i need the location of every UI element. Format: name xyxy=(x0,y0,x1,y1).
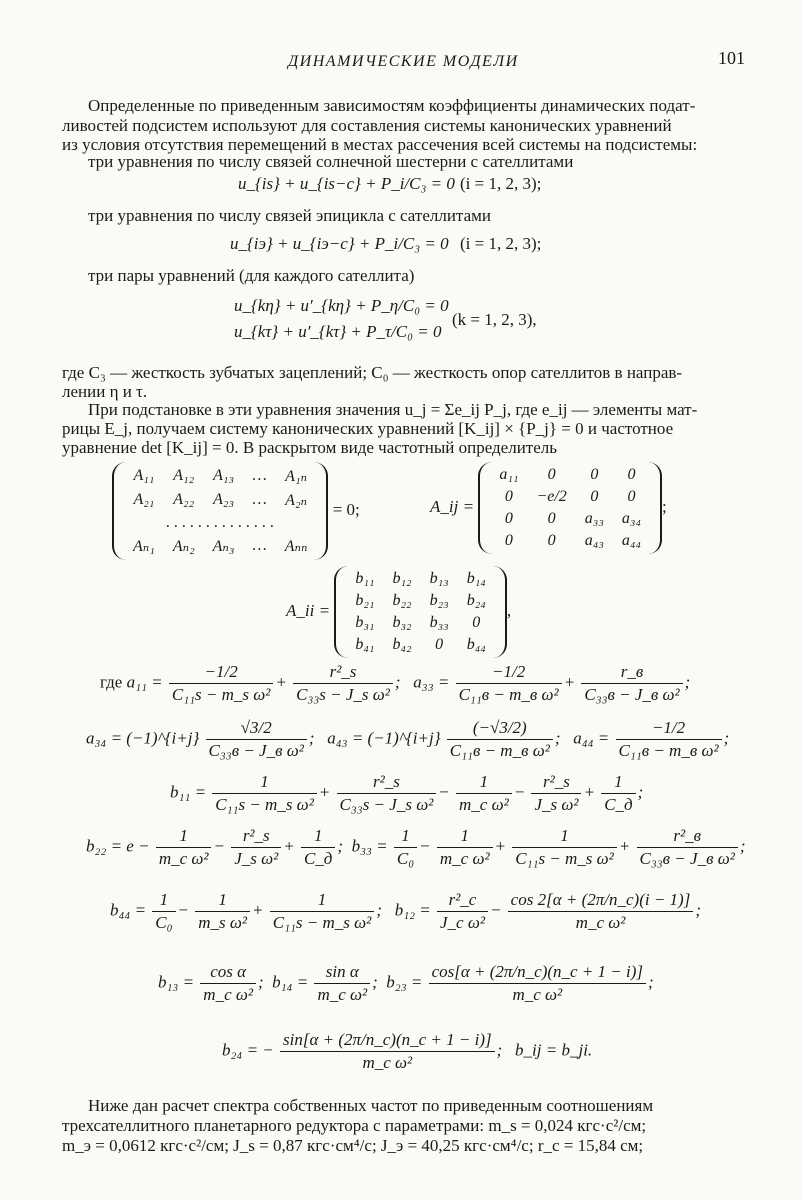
matrix-cell: b₃₁ xyxy=(355,614,375,631)
denominator: C₀ xyxy=(396,849,415,868)
formula-label: b₂₄ = − xyxy=(222,1040,274,1060)
formula-b24: b₂₄ = − $\frac{\sin[\alpha + (2\pi/n\_c)(n\_c + 1 - i)]}{\text{m\_c ω²}}$ ; b_ij = b_ji. xyxy=(222,1030,593,1072)
matrix-cell: 0 xyxy=(472,614,481,631)
numerator: −1/2 xyxy=(616,718,722,740)
numerator: r_в xyxy=(581,662,682,684)
numerator: 1 xyxy=(437,826,493,848)
matrix-cell: a₄₃ xyxy=(584,532,604,549)
fraction xyxy=(152,890,175,933)
formula-label: b₂₃ = xyxy=(386,972,423,992)
fraction xyxy=(206,718,307,761)
paragraph-line: уравнение det [K_ij] = 0. В раскрытом виде частотный определитель xyxy=(62,438,558,457)
sun-gear-index: (i = 1, 2, 3); xyxy=(460,174,542,193)
matrix-cell: A₂₂ xyxy=(173,491,195,508)
aij-label: A_ij = xyxy=(430,496,475,516)
numerator: cos α xyxy=(200,962,256,984)
formula-label: a₁₁ = xyxy=(126,672,163,692)
matrix-cell: A₂₁ xyxy=(133,491,155,508)
matrix-cell: a₃₃ xyxy=(584,510,604,527)
numerator: √3/2 xyxy=(206,718,307,740)
matrix-cell: 0 xyxy=(547,532,556,549)
matrix-cell: 0 xyxy=(547,466,556,483)
running-header: ДИНАМИЧЕСКИЕ МОДЕЛИ xyxy=(288,53,519,70)
paragraph-line: m_э = 0,0612 кгс·с²/см; J_s = 0,87 кгс·см⁴/с; J_э = 40,25 кгс·см⁴/с; r_c = 15,84 см; xyxy=(62,1136,644,1155)
formula-label: b₃₃ = xyxy=(351,836,388,856)
matrix-cell: b₄₄ xyxy=(466,636,486,653)
ring-gear-index: (i = 1, 2, 3); xyxy=(460,234,542,253)
matrix-cell: a₄₄ xyxy=(621,532,642,549)
numerator: cos[α + (2π/n_c)(n_c + 1 − i)] xyxy=(429,962,646,984)
pair-equation-eta: u_{kη} + u′_{kη} + P_η/C₀ = 0 xyxy=(234,296,449,315)
fraction xyxy=(581,662,682,705)
numerator: 1 xyxy=(301,826,335,848)
numerator: 1 xyxy=(152,890,175,912)
numerator: 1 xyxy=(601,772,635,794)
denominator: C₁₁s − m_s ω² xyxy=(215,795,314,814)
denominator: J_s ω² xyxy=(534,795,579,814)
matrix-aii xyxy=(334,566,507,658)
fraction xyxy=(212,772,317,815)
fraction xyxy=(195,890,250,933)
denominator: C_д xyxy=(303,849,333,868)
matrix-cell: A₁₁ xyxy=(133,467,155,484)
matrix-cell: b₁₂ xyxy=(392,570,412,587)
denominator: m_s ω² xyxy=(198,913,248,932)
formula-label: a₄₃ = (−1)^{i+j} xyxy=(327,728,441,748)
matrix-cell: 0 xyxy=(504,488,513,505)
where-line: лении η и τ. xyxy=(62,382,148,401)
matrix-cell: Aₙ₂ xyxy=(172,538,195,555)
matrix-cell: A₁ₙ xyxy=(285,468,307,485)
ring-gear-text: три уравнения по числу связей эпицикла с сателлитами xyxy=(88,206,491,225)
numerator: r²_s xyxy=(293,662,393,684)
fraction xyxy=(637,826,738,869)
matrix-cell: Aₙₙ xyxy=(284,538,308,555)
denominator: J_c ω² xyxy=(439,913,485,932)
denominator: C_д xyxy=(604,795,633,814)
numerator: 1 xyxy=(512,826,617,848)
numerator: −1/2 xyxy=(169,662,274,684)
fraction xyxy=(531,772,581,815)
formula-label: b₂₂ = e − xyxy=(86,836,150,856)
numerator: sin α xyxy=(314,962,370,984)
matrix-cell: b₄₂ xyxy=(392,636,412,653)
fraction xyxy=(156,826,212,869)
matrix-cell: b₁₃ xyxy=(429,570,449,587)
denominator: C₃₃в − J_в ω² xyxy=(208,741,304,760)
numerator: (−√3/2) xyxy=(447,718,553,740)
fraction xyxy=(394,826,417,869)
sun-gear-equation: u_{is} + u_{is−c} + P_i/C₃ = 0 xyxy=(238,174,455,193)
numerator: 1 xyxy=(156,826,212,848)
denominator: m_c ω² xyxy=(317,985,368,1004)
matrix-cell: b₁₄ xyxy=(466,570,486,587)
fraction xyxy=(616,718,722,761)
fraction xyxy=(601,772,635,815)
fraction xyxy=(437,890,488,933)
aii-label: A_ii = xyxy=(286,600,331,620)
matrix-cell: … xyxy=(252,491,267,508)
formula-label: a₃₃ = xyxy=(413,672,450,692)
formula-label: b₁₃ = xyxy=(158,972,195,992)
numerator: 1 xyxy=(212,772,317,794)
matrix-cell: −e/2 xyxy=(536,488,567,505)
where-word: где xyxy=(100,672,123,692)
fraction xyxy=(456,662,562,705)
matrix-cell: b₃₂ xyxy=(392,614,412,631)
denominator: C₃₃s − J_s ω² xyxy=(339,795,434,814)
sun-gear-text: три уравнения по числу связей солнечной шестерни с сателлитами xyxy=(88,152,574,171)
paragraph-line: При подстановке в эти уравнения значения u_j = Σe_ij P_j, где e_ij — элементы мат- xyxy=(88,400,698,419)
matrix-cell: b₂₄ xyxy=(466,592,486,609)
numerator: 1 xyxy=(394,826,417,848)
numerator: 1 xyxy=(456,772,512,794)
matrix-cell: 0 xyxy=(504,532,513,549)
matrix-cell: 0 xyxy=(504,510,513,527)
formula-b13-b14-b23: b₁₃ = $\frac{\text{cos α}}{\text{m\_c ω²}}$ ; b₁₄ = $\frac{\text{sin α}}{\text{m\_c ω²}}$ ; b₂₃ = $\frac{\cos[\alpha + (2\pi/n\_c)(n\_c + 1 - i)]}{\text{m\_c ω²}}$ ; xyxy=(158,962,654,1004)
paragraph-line: рицы E_j, получаем систему канонических уравнений [K_ij] × {P_j} = 0 и частотное xyxy=(62,419,674,438)
matrix-cell: 0 xyxy=(590,488,599,505)
denominator: C₃₃s − J_s ω² xyxy=(296,685,390,704)
paragraph-line: трехсателлитного планетарного редуктора с параметрами: m_s = 0,024 кгс·с²/см; xyxy=(62,1116,647,1135)
matrix-cell: 0 xyxy=(547,510,556,527)
fraction xyxy=(200,962,256,1005)
pairs-text: три пары уравнений (для каждого сателлита) xyxy=(88,266,415,285)
numerator: sin[α + (2π/n_c)(n_c + 1 − i)] xyxy=(280,1030,495,1052)
formula-a34-a43-a44: a₃₄ = (−1)^{i+j} $\frac{√3/2}{\text{C₃₃в − J\_в ω²}}$ ; a₄₃ = (−1)^{i+j} $\frac{(-√3/2)}{\text{C₁₁в − m\_в ω²}}$ ; a₄₄ = $\frac{-1/2}{\text{C₁₁в − m\_в ω²}}$ ; xyxy=(86,718,730,760)
fraction xyxy=(447,718,553,761)
denominator: J_s ω² xyxy=(234,849,279,868)
numerator: cos 2[α + (2π/n_c)(i − 1)] xyxy=(508,890,694,912)
fraction xyxy=(301,826,335,869)
denominator: m_c ω² xyxy=(158,849,209,868)
formula-label: b₁₂ = xyxy=(394,900,431,920)
matrix-cell: b₄₁ xyxy=(355,636,375,653)
formula-label: a₄₄ = xyxy=(573,728,610,748)
matrix-cell: Aₙ₁ xyxy=(133,538,155,555)
page-number: 101 xyxy=(718,48,745,68)
fraction xyxy=(456,772,512,815)
denominator: m_c ω² xyxy=(459,795,509,814)
matrix-cell: A₁₃ xyxy=(213,467,235,484)
denominator: m_c ω² xyxy=(203,985,253,1004)
denominator: m_c ω² xyxy=(575,913,626,932)
where-line: где C₃ — жесткость зубчатых зацеплений; C₀ — жесткость опор сателлитов в направ- xyxy=(62,363,683,382)
aij-definition: A_ij = a₁₁ 0 0 0 0 −e/2 0 0 0 0 a₃₃ a₃₄ 0 0 a₄₃ a₄₄ ; xyxy=(430,462,667,554)
equals-zero: = 0; xyxy=(332,499,360,519)
denominator: C₃₃в − J_в ω² xyxy=(584,685,680,704)
paragraph-line: из условия отсутствия перемещений в местах рассечения всей системы на подсистемы: xyxy=(62,135,698,154)
numerator: r²_s xyxy=(531,772,581,794)
frequency-determinant xyxy=(112,462,360,560)
formula-label: b₁₁ = xyxy=(170,782,207,802)
matrix-cell: b₂₂ xyxy=(392,592,412,609)
matrix-cell: … xyxy=(252,537,267,554)
matrix-cell: b₂₁ xyxy=(355,592,375,609)
numerator: 1 xyxy=(195,890,250,912)
numerator: −1/2 xyxy=(456,662,562,684)
matrix-aij xyxy=(478,462,662,554)
fraction xyxy=(231,826,281,869)
formula-b44-b12: b₄₄ = $\frac{1}{\text{C₀}}$ − $\frac{1}{\text{m\_s ω²}}$ + $\frac{1}{\text{C₁₁s − m\_s ω²}}$ ; b₁₂ = $\frac{\text{r²\_c}}{\text{J\_c ω²}}$ − $\frac{\cos 2[\alpha + (2\pi/n\_c)(i - 1)]}{\text{m\_c ω²}}$ ; xyxy=(110,890,702,932)
numerator: r²_s xyxy=(337,772,437,794)
fraction xyxy=(270,890,375,933)
fraction xyxy=(280,1030,495,1073)
fraction xyxy=(293,662,393,705)
numerator: r²_c xyxy=(437,890,488,912)
paragraph-line: ливостей подсистем используют для составления системы канонических уравнений xyxy=(62,116,672,135)
fraction xyxy=(314,962,370,1005)
denominator: C₀ xyxy=(155,913,173,932)
fraction xyxy=(512,826,617,869)
denominator: m_c ω² xyxy=(439,849,490,868)
denominator: m_c ω² xyxy=(512,985,563,1004)
denominator: C₁₁s − m_s ω² xyxy=(515,849,614,868)
formula-b11: b₁₁ = $\frac{1}{\text{C₁₁s − m\_s ω²}}$ + $\frac{\text{r²\_s}}{\text{C₃₃s − J\_s ω²}}$ − $\frac{1}{\text{m\_c ω²}}$ − $\frac{\text{r²\_s}}{\text{J\_s ω²}}$ + $\frac{1}{C\_д}$ ; xyxy=(170,772,644,814)
fraction xyxy=(337,772,437,815)
paragraph-line: Ниже дан расчет спектра собственных частот по приведенным соотношениям xyxy=(88,1096,654,1115)
denominator: C₁₁в − m_в ω² xyxy=(458,685,559,704)
ring-gear-equation: u_{iэ} + u_{iэ−c} + P_i/C₃ = 0 xyxy=(230,234,449,253)
denominator: C₃₃в − J_в ω² xyxy=(639,849,735,868)
fraction xyxy=(508,890,694,933)
denominator: C₁₁в − m_в ω² xyxy=(618,741,719,760)
formula-label: b_ij = b_ji. xyxy=(515,1040,593,1060)
paragraph-line: Определенные по приведенным зависимостям коэффициенты динамических подат- xyxy=(88,96,696,115)
aii-definition: A_ii = b₁₁ b₁₂ b₁₃ b₁₄ b₂₁ b₂₂ b₂₃ b₂₄ b₃₁ b₃₂ b₃₃ 0 b₄₁ b₄₂ 0 b₄₄ , xyxy=(286,566,511,658)
numerator: r²_s xyxy=(231,826,281,848)
matrix-cell: 0 xyxy=(627,488,636,505)
denominator: C₁₁s − m_s ω² xyxy=(171,685,271,704)
matrix-cell: A₁₂ xyxy=(173,467,195,484)
matrix-cell: b₁₁ xyxy=(355,570,375,587)
fraction xyxy=(429,962,646,1005)
formula-label: b₄₄ = xyxy=(110,900,147,920)
matrix-cell: a₃₄ xyxy=(621,510,642,527)
matrix-big xyxy=(112,462,328,560)
formula-label: a₃₄ = (−1)^{i+j} xyxy=(86,728,200,748)
formula-b22-b33: b₂₂ = e − $\frac{1}{\text{m\_c ω²}}$ − $\frac{\text{r²\_s}}{\text{J\_s ω²}}$ + $\frac{1}{C\_д}$ ; b₃₃ = $\frac{1}{\text{C₀}}$ − $\frac{1}{\text{m\_c ω²}}$ + $\frac{1}{\text{C₁₁s − m\_s ω²}}$ + $\frac{\text{r²\_в}}{\text{C₃₃в − J\_в ω²}}$ ; xyxy=(86,826,746,868)
matrix-cell: b₃₃ xyxy=(429,614,449,631)
matrix-cell: 0 xyxy=(435,636,444,653)
fraction xyxy=(437,826,493,869)
matrix-cell: 0 xyxy=(627,466,636,483)
matrix-cell: A₂₃ xyxy=(213,491,235,508)
matrix-cell: Aₙ₃ xyxy=(212,538,235,555)
pair-equation-tau: u_{kτ} + u′_{kτ} + P_τ/C₀ = 0 xyxy=(234,322,442,341)
matrix-cell: b₂₃ xyxy=(429,592,449,609)
formula-label: b₁₄ = xyxy=(272,972,309,992)
denominator: C₁₁s − m_s ω² xyxy=(272,913,372,932)
formula-a11-a33: где a₁₁ = $\frac{-1/2}{\text{C₁₁s − m\_s ω²}}$ + $\frac{\text{r²\_s}}{\text{C₃₃s − J\_s ω²}}$ ; a₃₃ = $\frac{-1/2}{\text{C₁₁в − m\_в ω²}}$ + $\frac{r\_в}{\text{C₃₃в − J\_в ω²}}$ ; xyxy=(100,662,691,704)
pair-index: (k = 1, 2, 3), xyxy=(452,310,537,329)
denominator: C₁₁в − m_в ω² xyxy=(449,741,550,760)
matrix-cell: 0 xyxy=(590,466,599,483)
matrix-cell: A₂ₙ xyxy=(285,492,307,509)
denominator: m_c ω² xyxy=(362,1053,413,1072)
numerator: 1 xyxy=(270,890,375,912)
matrix-cell: . . . . . . . . . . . . . . xyxy=(166,514,275,531)
matrix-cell: a₁₁ xyxy=(499,466,519,483)
matrix-cell: … xyxy=(252,467,267,484)
numerator: r²_в xyxy=(637,826,738,848)
fraction xyxy=(169,662,274,705)
